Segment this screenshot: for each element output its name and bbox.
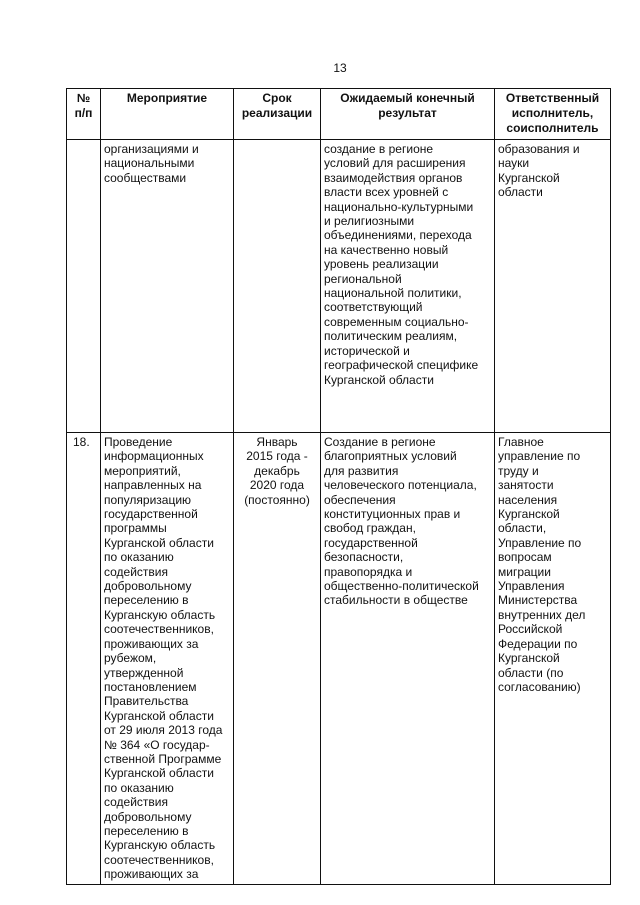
page-number: 13 [333,61,347,75]
cell-number: 18. [67,433,101,885]
header-number: № п/п [67,89,101,140]
table-row [67,140,611,433]
header-executor: Ответственный исполнитель, соисполнитель [495,89,611,140]
table-row [67,433,611,885]
table-header-row [67,89,611,140]
cell-result: создание в регионе условий для расширения взаимодействия органов власти всех уровней с национально-культурными и религиозными объединениями, перехода на качественно новый уровень реализации региональной национальной политики, соответствующий современным социально- политическим реалиям, исторической и географической специфике Курганской области [321,140,495,433]
events-table [66,88,611,885]
header-event: Мероприятие [101,89,234,140]
cell-executor: образования и науки Курганской области [495,140,611,433]
cell-result: Создание в регионе благоприятных условий для развития человеческого потенциала, обеспечения конституционных прав и свобод граждан, государственной безопасности, правопорядка и общественно-политической стабильности в обществе [321,433,495,885]
cell-term: Январь 2015 года - декабрь 2020 года (постоянно) [234,433,321,885]
cell-event: организациями и национальными сообществами [101,140,234,433]
cell-term [234,140,321,433]
cell-number [67,140,101,433]
header-result: Ожидаемый конечный результат [321,89,495,140]
cell-executor: Главное управление по труду и занятости населения Курганской области, Управление по вопросам миграции Управления Министерства внутренних дел Российской Федерации по Курганской области (по согласованию) [495,433,611,885]
header-term: Срок реализации [234,89,321,140]
cell-event: Проведение информационных мероприятий, направленных на популяризацию государственной программы Курганской области по оказанию содействия добровольному переселению в Курганскую область соотечественников, проживающих за рубежом, утвержденной постановлением Правительства Курганской области от 29 июля 2013 года № 364 «О государ- ственной Программе Курганской области по оказанию содействия добровольному переселению в Курганскую область соотечественников, проживающих за [101,433,234,885]
